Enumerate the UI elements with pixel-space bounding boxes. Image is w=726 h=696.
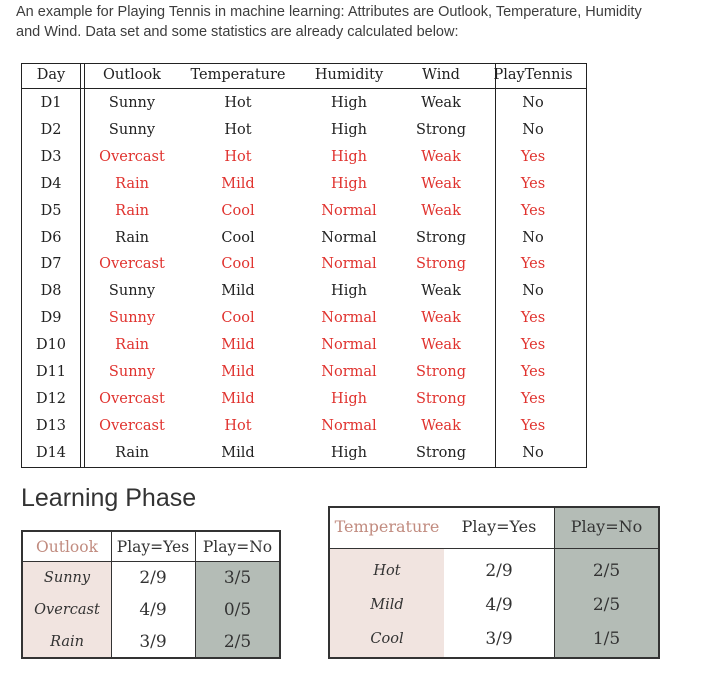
cell-humidity: Normal — [321, 417, 377, 434]
intro-line-1: An example for Playing Tennis in machine learning: Attributes are Outlook, Temperature, Humidity — [16, 4, 642, 20]
temperature-yes-cell: 3/9 — [485, 629, 513, 649]
cell-humidity: High — [331, 283, 367, 300]
cell-wind: Strong — [415, 256, 467, 273]
cell-playtennis: No — [522, 283, 544, 300]
outlook-yes-cell: 3/9 — [139, 631, 167, 652]
cell-wind: Weak — [421, 148, 461, 165]
cell-wind: Weak — [421, 337, 461, 354]
cell-outlook: Rain — [115, 444, 149, 461]
cell-day: D6 — [40, 229, 62, 246]
cell-temperature: Hot — [224, 95, 252, 111]
cell-outlook: Overcast — [99, 256, 165, 273]
outlook-yes-cell: 2/9 — [139, 567, 167, 588]
outlook-label-cell: Overcast — [34, 601, 100, 618]
cell-wind: Weak — [421, 202, 461, 219]
header-temperature: Temperature — [190, 67, 286, 83]
cell-playtennis: Yes — [520, 390, 546, 407]
temperature-label-cell: Mild — [370, 597, 404, 613]
cell-playtennis: Yes — [520, 148, 546, 165]
outlook-no-cell: 3/5 — [223, 567, 252, 588]
cell-temperature: Mild — [221, 175, 255, 192]
cell-playtennis: Yes — [520, 175, 546, 192]
cell-day: D1 — [40, 95, 62, 111]
cell-wind: Weak — [421, 175, 461, 192]
cell-wind: Strong — [415, 390, 467, 407]
cell-humidity: High — [331, 148, 367, 165]
temperature-no-cell: 1/5 — [592, 629, 621, 649]
temperature-header-1: Play=Yes — [461, 516, 537, 536]
temperature-yes-cell: 4/9 — [485, 595, 513, 615]
cell-day: D3 — [40, 148, 62, 165]
cell-playtennis: Yes — [520, 310, 546, 327]
cell-day: D11 — [35, 364, 67, 380]
outlook-header-1: Play=Yes — [116, 537, 190, 556]
cell-playtennis: Yes — [520, 337, 546, 354]
cell-humidity: Normal — [321, 202, 377, 219]
temperature-no-cell: 2/5 — [592, 595, 621, 615]
temperature-label-cell: Cool — [370, 631, 404, 647]
temperature-probability-table — [328, 506, 660, 659]
cell-temperature: Cool — [221, 202, 255, 219]
learning-phase-title: Learning Phase — [21, 484, 197, 512]
cell-humidity: Normal — [321, 256, 377, 273]
cell-wind: Strong — [415, 364, 467, 380]
cell-outlook: Sunny — [108, 283, 156, 300]
temperature-label-cell: Hot — [373, 563, 401, 579]
header-playtennis: PlayTennis — [493, 67, 573, 83]
cell-humidity: High — [331, 175, 367, 192]
cell-humidity: Normal — [321, 229, 377, 246]
cell-playtennis: No — [522, 121, 544, 138]
cell-playtennis: No — [522, 95, 544, 111]
cell-wind: Weak — [421, 417, 461, 434]
cell-playtennis: No — [522, 444, 544, 461]
cell-playtennis: Yes — [520, 364, 546, 380]
cell-humidity: Normal — [321, 364, 377, 380]
cell-day: D10 — [35, 337, 67, 354]
cell-day: D7 — [40, 256, 62, 273]
cell-humidity: High — [331, 121, 367, 138]
cell-wind: Strong — [415, 121, 467, 138]
outlook-label-cell: Sunny — [43, 569, 91, 586]
cell-humidity: Normal — [321, 310, 377, 327]
cell-playtennis: No — [522, 229, 544, 246]
cell-day: D13 — [35, 417, 67, 434]
cell-outlook: Overcast — [99, 390, 165, 407]
cell-temperature: Mild — [221, 283, 255, 300]
cell-day: D9 — [40, 310, 62, 327]
cell-day: D2 — [40, 121, 62, 138]
outlook-yes-cell: 4/9 — [139, 599, 167, 620]
cell-day: D12 — [35, 390, 67, 407]
cell-day: D5 — [40, 202, 62, 219]
temperature-yes-cell: 2/9 — [485, 561, 513, 581]
cell-playtennis: Yes — [520, 417, 546, 434]
intro-text — [16, 2, 722, 42]
cell-humidity: Normal — [321, 337, 377, 354]
cell-temperature: Hot — [224, 121, 252, 138]
outlook-header-0: Outlook — [36, 537, 98, 556]
header-outlook: Outlook — [103, 67, 161, 83]
cell-temperature: Mild — [221, 444, 255, 461]
cell-day: D4 — [40, 175, 62, 192]
header-day: Day — [36, 67, 66, 83]
cell-outlook: Sunny — [108, 95, 156, 111]
cell-outlook: Sunny — [108, 364, 156, 380]
cell-humidity: High — [331, 444, 367, 461]
temperature-header-2: Play=No — [570, 516, 643, 536]
outlook-label-cell: Rain — [50, 633, 84, 650]
cell-wind: Strong — [415, 444, 467, 461]
header-wind: Wind — [422, 67, 460, 83]
cell-outlook: Sunny — [108, 121, 156, 138]
temperature-header-0: Temperature — [334, 516, 440, 536]
cell-temperature: Hot — [224, 148, 252, 165]
cell-outlook: Overcast — [99, 417, 165, 434]
cell-outlook: Rain — [115, 337, 149, 354]
cell-outlook: Rain — [115, 175, 149, 192]
temperature-header-line — [330, 548, 658, 549]
cell-outlook: Sunny — [108, 310, 156, 327]
cell-temperature: Mild — [221, 364, 255, 380]
dataset-day-separator — [80, 64, 85, 467]
cell-humidity: High — [331, 390, 367, 407]
cell-temperature: Cool — [221, 256, 255, 273]
temperature-no-cell: 2/5 — [592, 561, 621, 581]
cell-playtennis: Yes — [520, 256, 546, 273]
cell-playtennis: Yes — [520, 202, 546, 219]
cell-wind: Weak — [421, 283, 461, 300]
dataset-table — [21, 63, 587, 468]
outlook-no-cell: 0/5 — [223, 599, 252, 620]
header-humidity: Humidity — [314, 67, 384, 83]
cell-day: D8 — [40, 283, 62, 300]
cell-wind: Weak — [421, 310, 461, 327]
cell-temperature: Cool — [221, 229, 255, 246]
outlook-probability-table — [21, 530, 281, 659]
cell-day: D14 — [35, 444, 67, 461]
cell-outlook: Rain — [115, 202, 149, 219]
cell-temperature: Mild — [221, 390, 255, 407]
cell-wind: Strong — [415, 229, 467, 246]
dataset-label-separator — [495, 64, 496, 467]
cell-temperature: Hot — [224, 417, 252, 434]
outlook-header-2: Play=No — [202, 537, 273, 556]
cell-outlook: Overcast — [99, 148, 165, 165]
cell-temperature: Mild — [221, 337, 255, 354]
cell-wind: Weak — [421, 95, 461, 111]
cell-temperature: Cool — [221, 310, 255, 327]
cell-humidity: High — [331, 95, 367, 111]
outlook-no-cell: 2/5 — [223, 631, 252, 652]
intro-line-2: and Wind. Data set and some statistics are already calculated below: — [16, 24, 459, 40]
cell-outlook: Rain — [115, 229, 149, 246]
